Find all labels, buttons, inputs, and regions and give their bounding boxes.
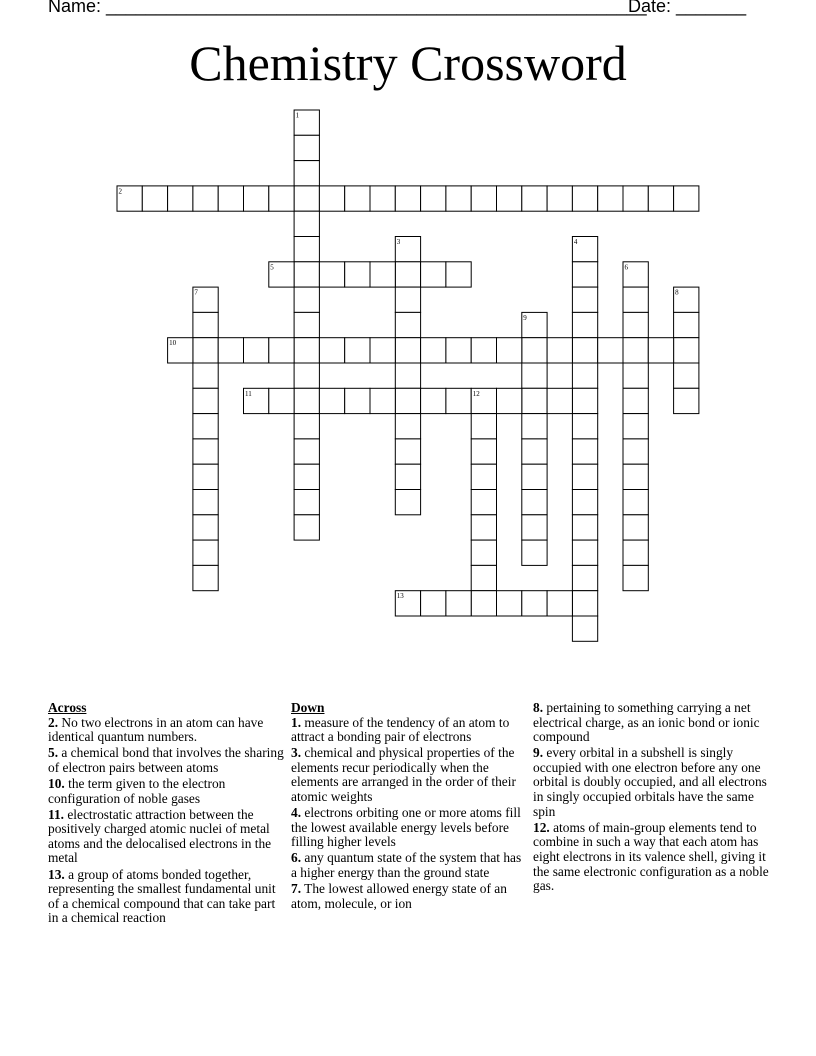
grid-cell[interactable]	[294, 135, 319, 160]
grid-cell[interactable]	[193, 414, 218, 439]
grid-cell[interactable]	[319, 388, 344, 413]
grid-cell[interactable]	[471, 439, 496, 464]
clue-item	[291, 716, 527, 745]
cell-number: 13	[396, 592, 404, 601]
clue-item	[533, 746, 773, 819]
grid-cell[interactable]	[395, 338, 420, 363]
grid-cell[interactable]	[193, 338, 218, 363]
grid-cell[interactable]	[345, 262, 370, 287]
cell-number: 10	[169, 339, 177, 348]
grid-cell[interactable]	[623, 490, 648, 515]
grid-cell[interactable]	[674, 388, 699, 413]
grid-cell[interactable]	[269, 186, 294, 211]
grid-cell[interactable]	[572, 439, 597, 464]
grid-cell[interactable]	[572, 515, 597, 540]
grid-cell[interactable]	[471, 464, 496, 489]
down-clues-continued	[533, 701, 773, 895]
grid-cell[interactable]	[497, 591, 522, 616]
grid-cell[interactable]	[421, 262, 446, 287]
grid-cell[interactable]	[395, 262, 420, 287]
grid-cell[interactable]	[370, 186, 395, 211]
grid-cell[interactable]	[395, 388, 420, 413]
grid-cell[interactable]	[294, 490, 319, 515]
grid-cell[interactable]	[471, 591, 496, 616]
grid-cell[interactable]	[572, 565, 597, 590]
grid-cell[interactable]	[294, 338, 319, 363]
grid-cell[interactable]	[547, 186, 572, 211]
clue-item	[48, 746, 284, 775]
grid-cell[interactable]	[547, 338, 572, 363]
cell-number: 7	[194, 288, 198, 297]
grid-cell[interactable]	[572, 312, 597, 337]
clue-number: 7.	[291, 881, 302, 897]
grid-cell[interactable]	[648, 338, 673, 363]
grid-cell[interactable]	[522, 186, 547, 211]
grid-cell[interactable]	[446, 591, 471, 616]
grid-cell[interactable]	[294, 262, 319, 287]
grid-cell[interactable]	[269, 388, 294, 413]
grid-cell[interactable]	[674, 363, 699, 388]
grid-cell[interactable]	[193, 439, 218, 464]
clue-number: 13.	[48, 866, 65, 882]
grid-cell[interactable]	[572, 414, 597, 439]
clue-item	[533, 821, 773, 894]
clue-number: 12.	[533, 819, 550, 835]
grid-cell[interactable]	[421, 388, 446, 413]
grid-cell[interactable]	[497, 186, 522, 211]
clue-number: 3.	[291, 745, 302, 761]
grid-cell[interactable]	[345, 338, 370, 363]
grid-cell[interactable]	[471, 515, 496, 540]
grid-cell[interactable]	[471, 490, 496, 515]
grid-cell[interactable]	[674, 186, 699, 211]
grid-cell[interactable]	[446, 262, 471, 287]
grid-cell[interactable]	[142, 186, 167, 211]
cell-number: 6	[624, 263, 628, 272]
grid-cell[interactable]	[572, 287, 597, 312]
clue-number: 9.	[533, 745, 544, 761]
grid-cell[interactable]	[395, 363, 420, 388]
clue-item	[291, 882, 527, 911]
clue-item	[291, 851, 527, 880]
grid-cell[interactable]	[547, 591, 572, 616]
grid-cell[interactable]	[218, 338, 243, 363]
grid-cell[interactable]	[623, 565, 648, 590]
clue-text: a chemical bond that involves the sharing of electron pairs between atoms	[48, 745, 284, 775]
grid-cell[interactable]	[674, 312, 699, 337]
cell-number: 2	[118, 187, 122, 196]
grid-cell[interactable]	[319, 262, 344, 287]
clue-text: any quantum state of the system that has a higher energy than the ground state	[291, 850, 522, 881]
grid-cell[interactable]	[522, 338, 547, 363]
grid-cell[interactable]	[294, 161, 319, 186]
grid-cell[interactable]	[294, 439, 319, 464]
cell-number: 5	[270, 263, 274, 272]
clue-item	[533, 701, 773, 745]
cell-number: 11	[245, 389, 252, 398]
grid-cell[interactable]	[370, 388, 395, 413]
grid-cell[interactable]	[572, 338, 597, 363]
down-heading: Down	[291, 700, 325, 715]
clue-number: 1.	[291, 714, 302, 730]
grid-cell[interactable]	[572, 262, 597, 287]
grid-cell[interactable]	[522, 464, 547, 489]
grid-cell[interactable]	[294, 237, 319, 262]
clue-text: No two electrons in an atom can have identical quantum numbers.	[48, 714, 264, 745]
clue-item	[48, 716, 284, 745]
clue-text: measure of the tendency of an atom to attract a bonding pair of electrons	[291, 714, 510, 745]
down-clues	[291, 701, 527, 913]
cell-number: 8	[675, 288, 679, 297]
cell-number: 4	[573, 238, 578, 246]
grid-cell[interactable]	[269, 338, 294, 363]
grid-cell[interactable]	[674, 338, 699, 363]
grid-cell[interactable]	[623, 439, 648, 464]
grid-cell[interactable]	[522, 515, 547, 540]
grid-cell[interactable]	[193, 515, 218, 540]
grid-cell[interactable]	[623, 464, 648, 489]
across-clues	[48, 701, 284, 927]
grid-cell[interactable]	[294, 515, 319, 540]
grid-cell[interactable]	[294, 388, 319, 413]
cell-number: 9	[523, 313, 527, 322]
grid-cell[interactable]	[522, 414, 547, 439]
grid-cell[interactable]	[395, 414, 420, 439]
grid-cell[interactable]	[471, 186, 496, 211]
grid-cell[interactable]	[319, 186, 344, 211]
grid-cell[interactable]	[623, 312, 648, 337]
grid-cell[interactable]	[193, 464, 218, 489]
clue-number: 2.	[48, 714, 59, 730]
grid-cell[interactable]	[522, 363, 547, 388]
grid-cell[interactable]	[572, 540, 597, 565]
grid-cell[interactable]	[522, 490, 547, 515]
clue-text: chemical and physical properties of the elements recur periodically when the elements are arranged in the order of their atomic weights	[291, 745, 516, 805]
grid-cell[interactable]	[193, 490, 218, 515]
grid-cell[interactable]	[294, 186, 319, 211]
grid-cell[interactable]	[572, 186, 597, 211]
grid-cell[interactable]	[421, 186, 446, 211]
grid-cell[interactable]	[471, 338, 496, 363]
grid-cell[interactable]	[395, 312, 420, 337]
grid-cell[interactable]	[294, 363, 319, 388]
clue-text: every orbital in a subshell is singly occupied with one electron before any one orbital is doubly occupied, and all electrons in singly occupied orbitals have the same spin	[533, 745, 767, 819]
grid-cell[interactable]	[572, 464, 597, 489]
grid-cell[interactable]	[395, 186, 420, 211]
clue-number: 6.	[291, 850, 302, 866]
grid-cell[interactable]	[294, 287, 319, 312]
name-field[interactable]: Name: ______________________________________________________	[48, 0, 647, 16]
cell-number: 12	[472, 389, 480, 398]
clue-text: electrons orbiting one or more atoms fill the lowest available energy levels before filling higher levels	[291, 805, 521, 850]
grid-cell[interactable]	[244, 338, 269, 363]
grid-cell[interactable]	[497, 388, 522, 413]
clue-item	[291, 746, 527, 804]
grid-cell[interactable]	[421, 591, 446, 616]
grid-cell[interactable]	[294, 312, 319, 337]
grid-cell[interactable]	[623, 388, 648, 413]
grid-cell[interactable]	[193, 540, 218, 565]
grid-cell[interactable]	[193, 565, 218, 590]
clue-item	[48, 808, 284, 866]
cell-number: 3	[396, 238, 401, 246]
grid-cell[interactable]	[294, 414, 319, 439]
grid-cell[interactable]	[395, 464, 420, 489]
grid-cell[interactable]	[395, 490, 420, 515]
grid-cell[interactable]	[497, 338, 522, 363]
clue-number: 8.	[533, 700, 544, 715]
clue-text: The lowest allowed energy state of an atom, molecule, or ion	[291, 881, 507, 911]
grid-cell[interactable]	[193, 388, 218, 413]
grid-cell[interactable]	[572, 490, 597, 515]
grid-cell[interactable]	[572, 591, 597, 616]
clue-text: electrostatic attraction between the positively charged atomic nuclei of metal atoms and the delocalised electrons in the metal	[48, 806, 272, 866]
grid-cell[interactable]	[648, 186, 673, 211]
grid-cell[interactable]	[345, 186, 370, 211]
grid-cell[interactable]	[446, 338, 471, 363]
grid-cell[interactable]	[395, 287, 420, 312]
clue-item	[48, 868, 284, 926]
grid-cell[interactable]	[446, 186, 471, 211]
grid-cell[interactable]	[522, 439, 547, 464]
clue-item	[291, 806, 527, 850]
grid-cell[interactable]	[471, 414, 496, 439]
clue-number: 11.	[48, 806, 64, 822]
cell-number: 1	[295, 111, 300, 120]
grid-cell[interactable]	[395, 439, 420, 464]
grid-cell[interactable]	[572, 388, 597, 413]
grid-cell[interactable]	[598, 338, 623, 363]
grid-cell[interactable]	[471, 565, 496, 590]
grid-cell[interactable]	[370, 262, 395, 287]
grid-cell[interactable]	[421, 338, 446, 363]
grid-cell[interactable]	[294, 464, 319, 489]
grid-cell[interactable]	[294, 211, 319, 236]
grid-cell[interactable]	[522, 540, 547, 565]
grid-cell[interactable]	[623, 287, 648, 312]
grid-cell[interactable]	[193, 363, 218, 388]
grid-cell[interactable]	[168, 186, 193, 211]
grid-cell[interactable]	[446, 388, 471, 413]
grid-cell[interactable]	[193, 186, 218, 211]
grid-cell[interactable]	[623, 363, 648, 388]
grid-cell[interactable]	[547, 388, 572, 413]
grid-cell[interactable]	[572, 616, 597, 641]
page-title: Chemistry Crossword	[189, 35, 627, 91]
grid-cell[interactable]	[623, 338, 648, 363]
grid-cell[interactable]	[623, 540, 648, 565]
clue-text: pertaining to something carrying a net electrical charge, as an ionic bond or ionic compound	[533, 700, 760, 745]
clue-text: atoms of main-group elements tend to combine in such a way that each atom has eight electrons in its valence shell, giving it the same electronic configuration as a noble gas.	[533, 819, 769, 894]
grid-cell[interactable]	[522, 388, 547, 413]
grid-cell[interactable]	[623, 186, 648, 211]
date-field[interactable]: Date: _______	[628, 0, 747, 16]
grid-cell[interactable]	[319, 338, 344, 363]
grid-cell[interactable]	[572, 363, 597, 388]
clue-item	[48, 777, 284, 806]
grid-cell[interactable]	[370, 338, 395, 363]
clue-number: 5.	[48, 745, 59, 761]
grid-cell[interactable]	[193, 312, 218, 337]
clue-number: 10.	[48, 775, 65, 791]
grid-cell[interactable]	[345, 388, 370, 413]
clue-text: a group of atoms bonded together, representing the smallest fundamental unit of a chemical compound that can take part in a chemical reaction	[48, 866, 276, 926]
across-heading: Across	[48, 700, 87, 715]
grid-cell[interactable]	[623, 414, 648, 439]
grid-cell[interactable]	[623, 515, 648, 540]
grid-cell[interactable]	[522, 591, 547, 616]
grid-cell[interactable]	[598, 186, 623, 211]
grid-cell[interactable]	[244, 186, 269, 211]
clue-text: the term given to the electron configuration of noble gases	[48, 775, 226, 806]
clue-number: 4.	[291, 805, 302, 821]
grid-cell[interactable]	[471, 540, 496, 565]
grid-cell[interactable]	[218, 186, 243, 211]
